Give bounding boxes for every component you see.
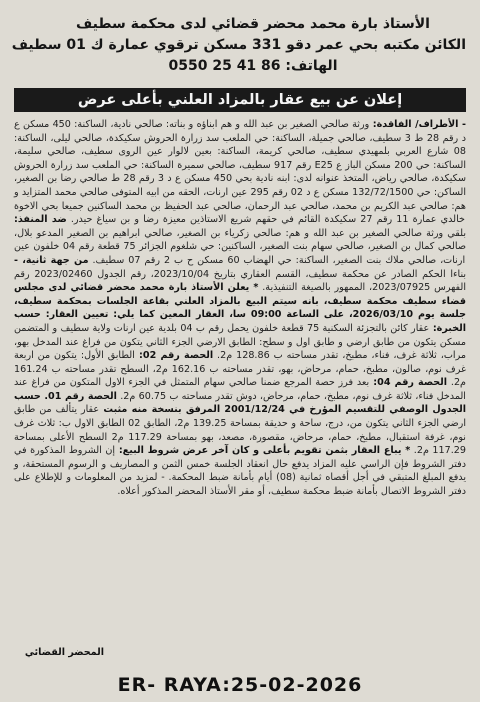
sale-conditions-label: * يباع العقار بثمن تقويم بأعلى و كان آخر عرض شروط البيع: <box>115 445 411 457</box>
header-line-phone: الهاتف: 86 41 25 0550 <box>168 58 338 74</box>
sale-conditions-text: إن الشروط المذكورة في دفتر الشروط فإن الراسي عليه المزاد يدفع حال انعقاد الجلسة خمس الثمن و المصاريف و الرسوم المستحقة، و يدفع المبلغ المتبقي في أجل أقصاه ثمانية (08) أيام بأمانة ضبط المحكمة. - لمزيد من المعلومات و للإطلاع على دفتر الشروط الاتصال بأمانة ضبط محكمة سطيف، أو مقر الأستاذ المحضر المذكور أعلاه. <box>14 445 467 498</box>
share-01-label: الحصة رقم 01. حسب الجدول الوصفي للتقسيم المؤرخ في 2001/12/24 المرفق بنسخة منه مثبت <box>14 390 466 416</box>
defendants-label: ضد المنفذ: <box>14 214 67 226</box>
parties-paragraph <box>14 118 466 499</box>
header-line-name: الأستاذ بارة محمد محضر قضائي لدى محكمة سطيف <box>76 16 430 32</box>
share-04-text: بعد فرز حصة المرجع ضمنا صالحي سهام المتمثل في الجزء الاول المتكون من فراغ عند المدخل فناء، ثلاثة غرف نوم، مطبخ، حمام، مرحاض، دوش تقدر مساحته ب 60.75 م2. <box>14 377 466 402</box>
judgment-text: بناءا الحكم الصادر عن محكمة سطيف، القسم العقاري بتاريخ 2023/10/04، رقم الجدول 2023/02460 رقم الفهرس 2023/07925، الممهور بالصيغة التنفيذية. <box>14 268 467 294</box>
sale-notice: * يعلن الأستاذ بارة محمد محضر قضائي لدى مجلس قضاء سطيف محكمة سطيف، بانه سيتم البيع بالمزاد العلني بقاعة الجلسات بمحكمة سطيف، جلسة يوم 2026/03/10، على الساعة 09:00 سا، العقار المعين كما يلي: <box>14 282 467 321</box>
announcement-title: إعلان عن بيع عقار بالمزاد العلني بأعلى عرض <box>14 88 466 112</box>
header-line-address: الكائن مكتبه بحي عمر دقو 331 مسكن ترقوي عمارة ك 01 سطيف <box>11 37 466 53</box>
second-party-label: من جهة ثانية، - <box>14 254 89 266</box>
share-04-label: الحصة رقم 04: <box>369 377 448 389</box>
newspaper-date-footer: ER- RAYA:25-02-2026 <box>117 674 363 696</box>
parties-text: ورثة صالحي الصغير بن عبد الله و هم ابناؤه و بناته: صالحي نادية، الساكنة: 450 مسكن ع د رقم 28 ط 3 سطيف، صالحي جميلة، الساكنة: حي الملعب سد زرارة الحروش سكيكدة، صالحي ليلى، الساكنة: 08 شارع العربي بلمهيدي سطيف، صالحي كريمة، الساكنة: بعين لالوار عين الروى سطيف، صالحي سليمة، الساكنة: حي 200 مسكن الباز ع E25 رقم 917 سطيف، صالحي سميرة الساكنة: حي الملعب سد زرارة الحروش سكيكدة، صالحي رياض، المتخذ عنوانه لدى: ابنه نادية بحي 450 مسكن ع د 3 رقم 28 ط صالحي رضا بن الصغير، الساكن: حي 132/72/1500 مسكن ع د 02 رقم 295 عين ارنات، الحقه من ابيه المتوفى صالحي محمد المتزايد و هم: صالحي عبد الكريم بن محمد، صالحي عبد الرحمان، صالحي عبد الحفيظ بن محمد الساكنين جميعا بحي الاخوة خالدي عمارة 11 رقم 27 سكيكدة القائم في حقهم شريع الاستاذين معيزة رضا و بن سياغ حيدر. <box>14 119 466 226</box>
property-label: تعيين العقار: حسب الخبرة: <box>14 309 467 334</box>
announcement-body <box>14 118 466 658</box>
parties-label: - الأطراف/ الفاقدة: <box>369 119 466 130</box>
share-01-text: عقار يتألف من طابق ارضي الجزء الثاني يتكون من، درج، ساحة و حديقة بمساحة 139.25 م2، الطابق 02 الطابق الاول ب: ثلاث غرف نوم، غرفة استقبال، مطبخ، حمام، مرحاض، مقصورة، مصعد، بهو بمساحة 117.29 م2 السطح الأعلى بمساحة 117.29 م2. <box>14 404 466 457</box>
bailiff-header <box>11 14 466 77</box>
property-description: عقار كائن بالتجزئة السكنية 75 قطعة خلفون يحمل رقم ب 04 بلدية عين ارنات ولاية سطيف و المتضمن مسكن يتكون من طابق ارضي و طابق اول و سطح: الطابق الارضي الجزء الثاني يتكون من فراغ عند المدخل بهو، مراب، ثلاثة غرف، فناء، مطبخ، تقدر مساحته ب 128.86 م2. <box>14 322 466 362</box>
defendants-text: بلقي ورثة صالحي الصغير بن عبد الله و هم: صالحي زكرياء بن الصغير، صالحي ابراهيم بن الصغير المدعو بلال، صالحي كمال بن الصغير، صالحي سهام بنت الصغير، الساكنين: حي شلغوم الجزائر 75 قطعة رقم 04 خلفون عين ارنات، صالحي ملاك بنت الصغير، الساكنة: حي الهضاب 60 مسكن ح ب 2 رقم 07 سطيف. <box>14 227 466 266</box>
share-02-text: الطابق الأول: يتكون من اربعة غرف نوم، صالون، مطبخ، حمام، مرحاض، بهو، تقدر مساحته ب 162.16 م2، السطح تقدر مساحته ب 161.24 م2. <box>14 350 466 389</box>
share-02-label: الحصة رقم 02: <box>134 350 214 362</box>
signature-label: المحضر القضائي <box>24 647 104 658</box>
